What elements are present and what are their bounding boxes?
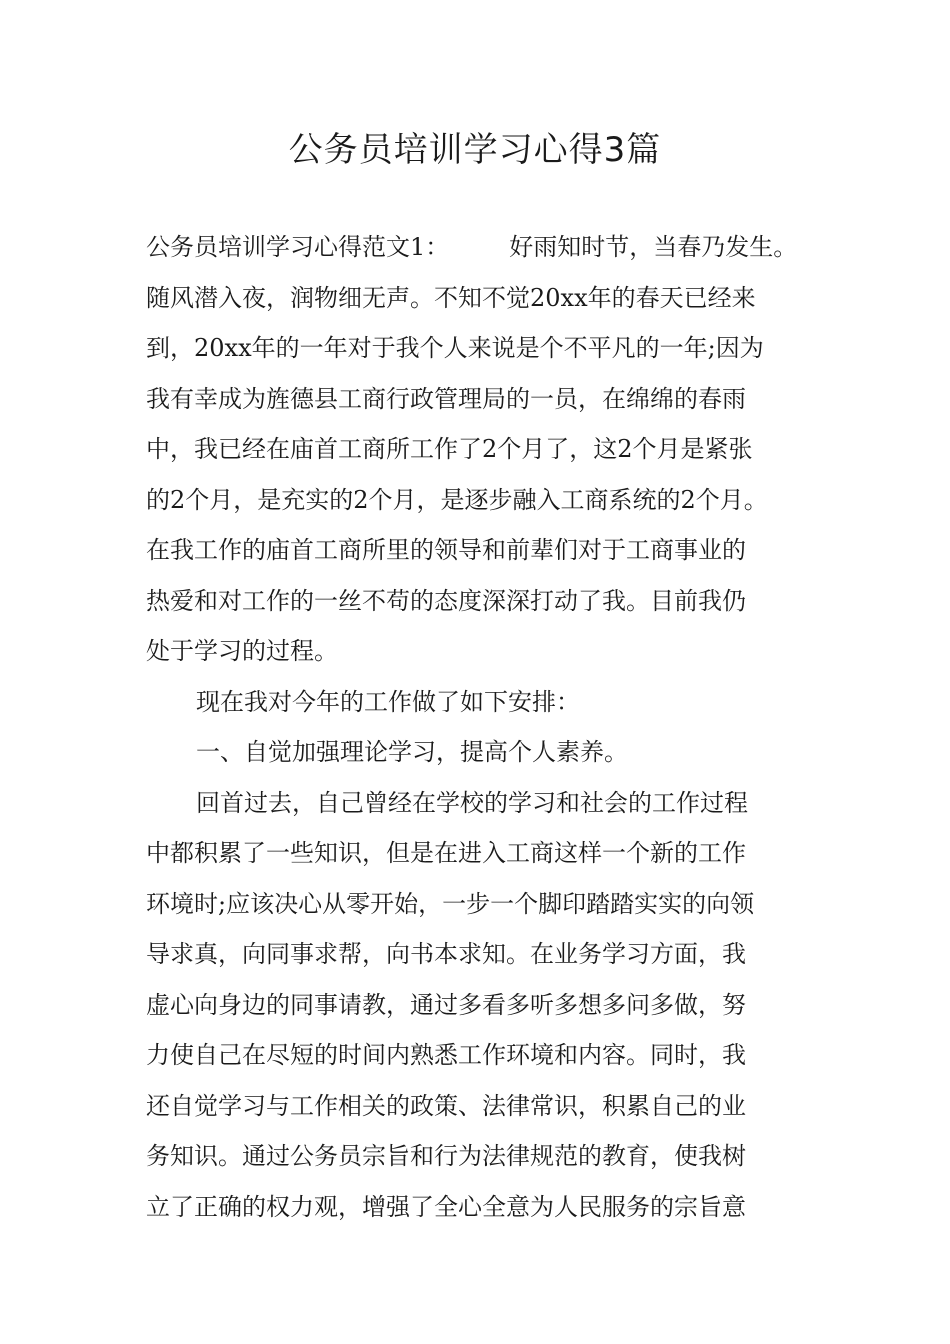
section-heading: 一、自觉加强理论学习，提高个人素养。	[196, 738, 628, 766]
paragraph-line-13: 中都积累了一些知识，但是在进入工商这样一个新的工作	[146, 839, 746, 867]
paragraph-line-2: 随风潜入夜，润物细无声。不知不觉20xx年的春天已经来	[146, 283, 756, 312]
line-text: 公务员培训学习心得范文1：	[146, 233, 450, 261]
paragraph-line-7: 在我工作的庙首工商所里的领导和前辈们对于工商事业的	[146, 536, 746, 564]
paragraph-line-20: 立了正确的权力观，增强了全心全意为人民服务的宗旨意	[146, 1192, 746, 1221]
paragraph-line-4: 我有幸成为旌德县工商行政管理局的一员，在绵绵的春雨	[146, 384, 746, 413]
paragraph-line-6: 的2个月，是充实的2个月，是逐步融入工商系统的2个月。	[146, 485, 768, 514]
document-title: 公务员培训学习心得3篇	[288, 130, 662, 170]
paragraph-line-15: 导求真，向同事求帮，向书本求知。在业务学习方面，我	[146, 940, 746, 968]
paragraph-line-9: 处于学习的过程。	[146, 637, 338, 665]
paragraph-line-3: 到，20xx年的一年对于我个人来说是个不平凡的一年;因为	[146, 334, 764, 362]
paragraph-line-14: 环境时;应该决心从零开始，一步一个脚印踏踏实实的向领	[146, 889, 755, 918]
paragraph-line-8: 热爱和对工作的一丝不苟的态度深深打动了我。目前我仍	[146, 586, 746, 615]
paragraph-line-18: 还自觉学习与工作相关的政策、法律常识，积累自己的业	[146, 1091, 746, 1120]
document-body	[146, 222, 810, 1232]
paragraph-line-10: 现在我对今年的工作做了如下安排：	[196, 687, 580, 716]
paragraph-line-17: 力使自己在尽短的时间内熟悉工作环境和内容。同时，我	[146, 1041, 746, 1069]
paragraph-line-16: 虚心向身边的同事请教，通过多看多听多想多问多做，努	[146, 990, 746, 1019]
paragraph-line-19: 务知识。通过公务员宗旨和行为法律规范的教育，使我树	[146, 1142, 746, 1170]
paragraph-line-5: 中，我已经在庙首工商所工作了2个月了，这2个月是紧张	[146, 435, 753, 463]
paragraph-line-1	[146, 222, 810, 273]
line-text-tail: 好雨知时节，当春乃发生。	[509, 233, 798, 261]
paragraph-line-12: 回首过去，自己曾经在学校的学习和社会的工作过程	[196, 788, 748, 817]
